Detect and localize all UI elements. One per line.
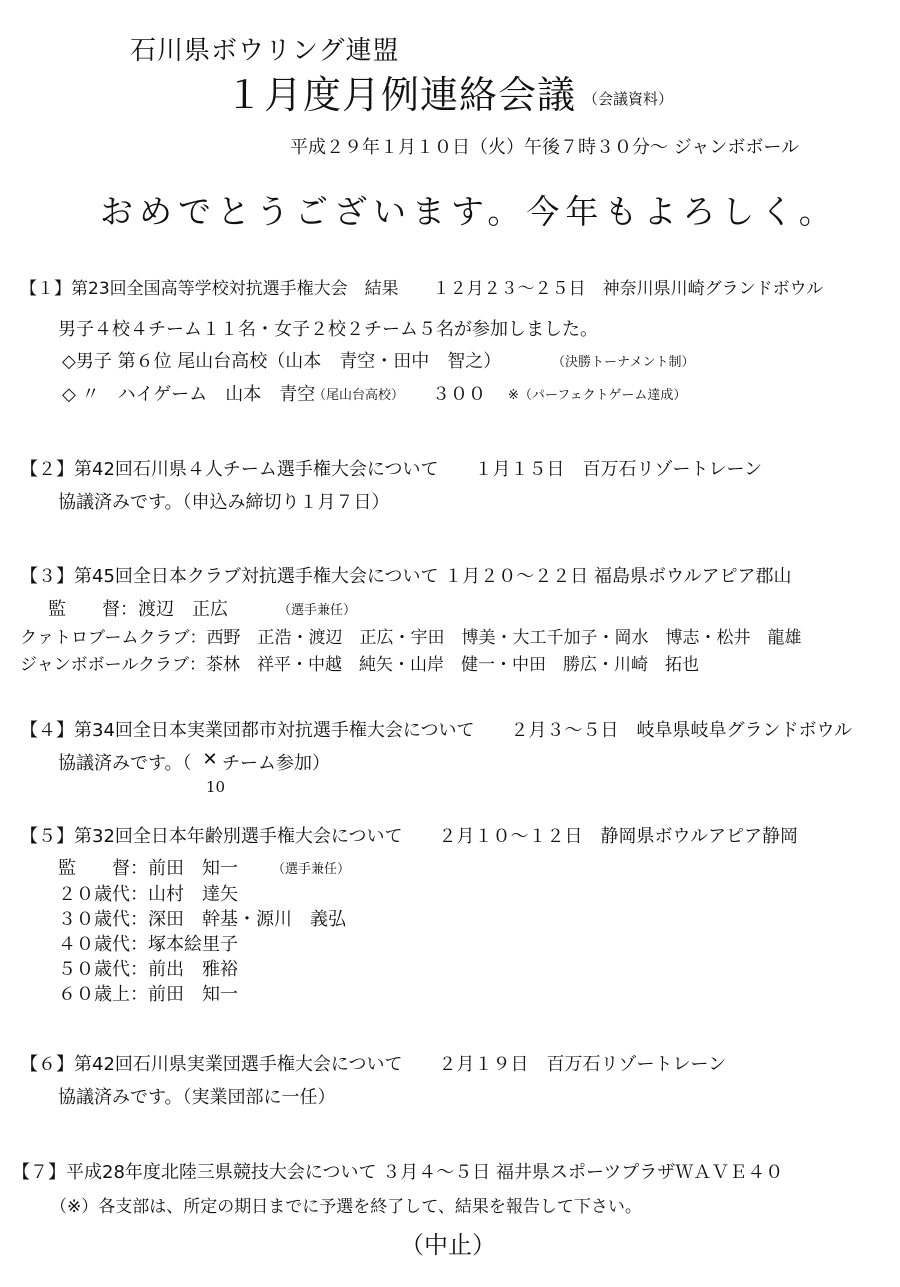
- item-5-line: ２０歳代：山村 達矢: [58, 884, 238, 905]
- item-3-team-line: ジャンボボールクラブ：茶林 祥平・中越 純矢・山岸 健一・中田 勝広・川崎 拓也: [20, 655, 699, 675]
- item-5-line: 監 督：前田 知一: [58, 858, 238, 879]
- meeting-dateline: 平成２９年１月１０日（火）午後７時３０分～ ジャンボボール: [290, 137, 799, 158]
- item-5-line: ６０歳上：前田 知一: [58, 984, 238, 1005]
- item-1-line: ◇男子 第６位 尾山台高校（山本 青空・田中 智之）: [62, 351, 502, 372]
- handwritten-team-count: 10: [206, 778, 226, 796]
- item-2-heading: 【２】第42回石川県４人チーム選手権大会について １月１５日 百万石リゾートレーン: [20, 459, 763, 480]
- item-1-note: ※（パーフェクトゲーム達成）: [508, 388, 687, 403]
- document-title: １月度月例連絡会議: [225, 73, 577, 117]
- new-year-greeting: おめでとうございます。今年もよろしく。: [100, 192, 838, 231]
- item-7-line: （※）各支部は、所定の期日までに予選を終了して、結果を報告して下さい。: [50, 1197, 642, 1217]
- handwritten-cancelled: （中止）: [400, 1231, 496, 1259]
- item-1-note: （決勝トーナメント制）: [552, 355, 695, 370]
- item-5-line: ４０歳代：塚本絵里子: [58, 934, 238, 955]
- item-6-line: 協議済みです。（実業団部に一任）: [58, 1087, 336, 1108]
- item-1-line: 男子４校４チーム１１名・女子２校２チーム５名が参加しました。: [58, 319, 598, 340]
- document-subtitle: （会議資料）: [583, 90, 674, 108]
- item-1-heading: 【１】第23回全国高等学校対抗選手権大会 結果 １２月２３～２５日 神奈川県川崎グランドボウル: [20, 279, 824, 299]
- item-3-note: （選手兼任）: [278, 603, 357, 618]
- item-5-heading: 【５】第32回全日本年齢別選手権大会について ２月１０～１２日 静岡県ボウルアピア静岡: [20, 826, 798, 847]
- item-3-team-line: クァトロブームクラブ：西野 正浩・渡辺 正広・宇田 博美・大工千加子・岡水 博志・松井 龍雄: [20, 628, 802, 648]
- item-3-line: 監 督：渡辺 正広: [48, 599, 228, 620]
- item-5-note: （選手兼任）: [272, 862, 351, 877]
- item-6-heading: 【６】第42回石川県実業団選手権大会について ２月１９日 百万石リゾートレーン: [20, 1054, 727, 1075]
- struck-number-mark: ✕: [202, 749, 218, 770]
- item-5-line: ５０歳代：前出 雅裕: [58, 959, 238, 980]
- item-1-line: ◇ 〃 ハイゲーム 山本 青空: [62, 384, 316, 405]
- item-4-heading: 【４】第34回全日本実業団都市対抗選手権大会について ２月３～５日 岐阜県岐阜グランドボウル: [20, 720, 852, 741]
- item-3-heading: 【３】第45回全日本クラブ対抗選手権大会について １月２０～２２日 福島県ボウルアピア郡山: [20, 566, 792, 587]
- item-4-line: チーム参加）: [222, 753, 330, 774]
- item-1-score: ３００: [432, 384, 486, 405]
- item-7-heading: 【７】平成28年度北陸三県競技大会について ３月４～５日 福井県スポーツプラザＷＡＶＥ４０: [12, 1162, 784, 1183]
- item-1-note: （尾山台高校）: [313, 388, 405, 403]
- item-2-line: 協議済みです。（申込み締切り１月７日）: [58, 492, 390, 513]
- item-4-line: 協議済みです。（: [58, 753, 192, 774]
- organization-name: 石川県ボウリング連盟: [130, 36, 400, 66]
- item-5-line: ３０歳代：深田 幹基・源川 義弘: [58, 909, 346, 930]
